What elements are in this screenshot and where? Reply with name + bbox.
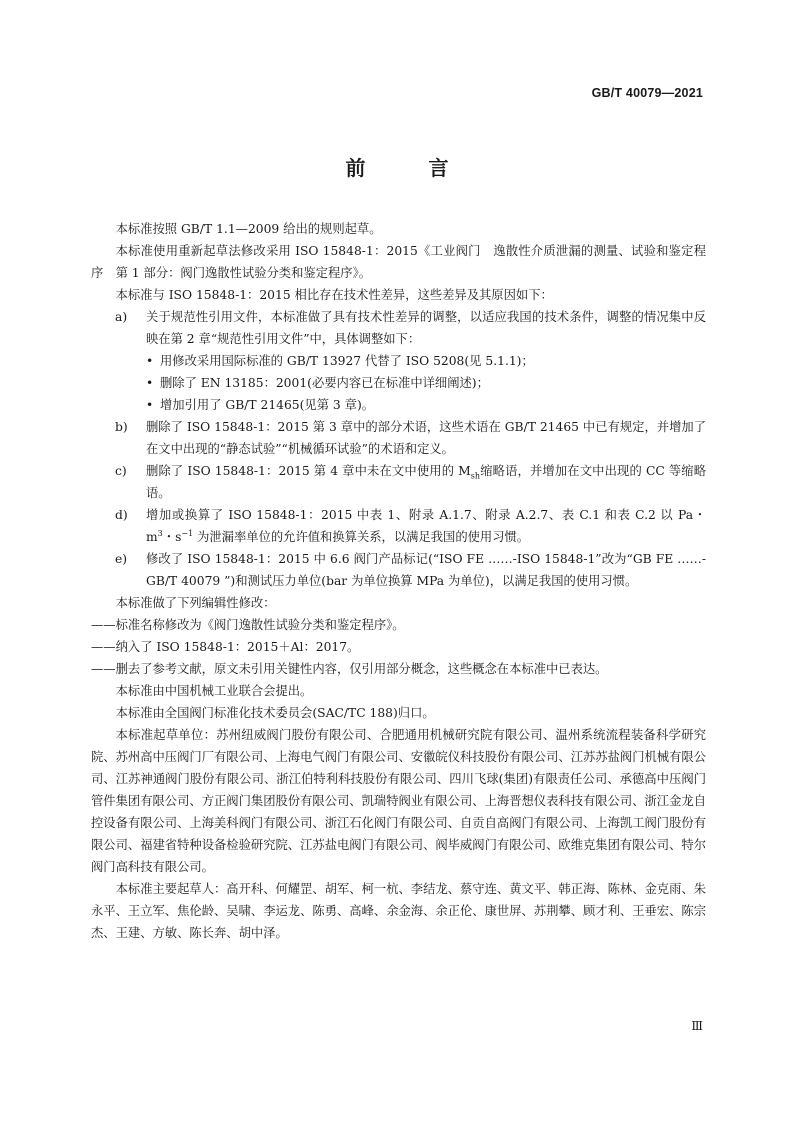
list-item-d <box>91 504 706 548</box>
page-title: 前 言 <box>345 156 477 180</box>
editorial-item: ——删去了参考文献，原文未引用关键性内容，仅引用部分概念，这些概念在本标准中已表达。 <box>91 662 608 676</box>
list-marker: c) <box>115 464 127 478</box>
list-item-e <box>91 548 706 592</box>
page-number: Ⅲ <box>691 1019 703 1033</box>
bullet-icon: • <box>146 398 154 412</box>
list-item-b <box>91 416 706 460</box>
editorial-item: ——标准名称修改为《阀门逸散性试验分类和鉴定程序》。 <box>91 618 405 632</box>
bullet-item <box>91 350 706 372</box>
paragraph-drafting-rules: 本标准按照 GB/T 1.1—2009 给出的规则起草。 <box>115 222 382 236</box>
list-item-text: 删除了 ISO 15848-1：2015 第 4 章中未在文中使用的 $M_{sh}$缩略语，并增加在文中出现的 CC 等缩略语。 <box>146 464 707 500</box>
bullet-item <box>91 394 706 416</box>
document-body <box>91 218 706 944</box>
list-marker: e) <box>115 552 128 566</box>
bullet-text: 用修改采用国际标准的 GB/T 13927 代替了 ISO 5208(见 5.1.1)； <box>160 354 534 368</box>
bullet-icon: • <box>146 354 154 368</box>
paragraph-differences-intro: 本标准与 ISO 15848-1：2015 相比存在技术性差异，这些差异及其原因如下： <box>115 288 553 302</box>
paragraph-drafting-units: 本标准起草单位：苏州纽威阀门股份有限公司、合肥通用机械研究院有限公司、温州系统流程装备科学研究院、苏州高中压阀门厂有限公司、上海电气阀门有限公司、安徽皖仪科技股份有限公司、江苏苏盐阀门机械有限公司、江苏神通阀门股份有限公司、浙江伯特利科技股份有限公司、四川飞球(集团)有限责任公司、承德高中压阀门管件集团有限公司、方正阀门集团股份有限公司、凯瑞特阀业有限公司、上海晋想仪表科技有限公司、浙江金龙自控设备有限公司、上海美科阀门有限公司、浙江石化阀门有限公司、自贡自高阀门有限公司、上海凯工阀门股份有限公司、福建省特种设备检验研究院、江苏盐电阀门有限公司、阀毕威阀门有限公司、欧维克集团有限公司、特尔阀门高科技有限公司。 <box>91 728 706 874</box>
list-item-text: 删除了 ISO 15848-1：2015 第 3 章中的部分术语，这些术语在 GB/T 21465 中已有规定，并增加了在文中出现的“静态试验”“机械循环试验”的术语和定义。 <box>146 420 706 456</box>
list-marker: d) <box>115 508 128 522</box>
paragraph-drafters: 本标准主要起草人：高开科、何耀罡、胡军、柯一杭、李结龙、蔡守连、黄文平、韩正海、陈林、金克雨、朱永平、王立军、焦伦龄、吴啸、李运龙、陈勇、高峰、余金海、余正伦、康世屏、苏荆攀、顾才利、王垂宏、陈宗杰、王建、方敏、陈长奔、胡中泽。 <box>91 882 706 940</box>
list-item-a <box>91 306 706 350</box>
paragraph-editorial-intro: 本标准做了下列编辑性修改： <box>115 596 276 610</box>
paragraph-proposer: 本标准由中国机械工业联合会提出。 <box>115 684 313 698</box>
paragraph-committee: 本标准由全国阀门标准化技术委员会(SAC/TC 188)归口。 <box>115 706 435 720</box>
bullet-text: 增加引用了 GB/T 21465(见第 3 章)。 <box>160 398 375 412</box>
editorial-item: ——纳入了 ISO 15848-1：2015＋Al：2017。 <box>91 640 360 654</box>
bullet-icon: • <box>146 376 154 390</box>
list-item-text: 修改了 ISO 15848-1：2015 中 6.6 阀门产品标记(“ISO FE ……-ISO 15848-1”改为“GB FE ……-GB/T 40079 ”)和测试压力单位(bar 为单位换算 MPa 为单位)，以满足我国的使用习惯。 <box>146 552 706 588</box>
bullet-text: 删除了 EN 13185：2001(必要内容已在标准中详细阐述)； <box>160 376 489 390</box>
list-item-text: 关于规范性引用文件，本标准做了具有技术性差异的调整，以适应我国的技术条件，调整的情况集中反映在第 2 章“规范性引用文件”中，具体调整如下： <box>146 310 706 346</box>
bullet-item <box>91 372 706 394</box>
list-marker: b) <box>115 420 128 434</box>
list-item-text: 增加或换算了 ISO 15848-1：2015 中表 1、附录 A.1.7、附录 A.2.7、表 C.1 和表 C.2 以 Pa・$m^3$・$s^{-1}$ 为泄漏率单位的允许值和换算关系，以满足我国的使用习惯。 <box>146 508 706 544</box>
list-marker: a) <box>115 310 128 324</box>
standard-code: GB/T 40079—2021 <box>591 86 703 100</box>
list-item-c <box>91 460 706 504</box>
paragraph-adoption: 本标准使用重新起草法修改采用 ISO 15848-1：2015《工业阀门 逸散性介质泄漏的测量、试验和鉴定程序 第 1 部分：阀门逸散性试验分类和鉴定程序》。 <box>91 244 706 280</box>
